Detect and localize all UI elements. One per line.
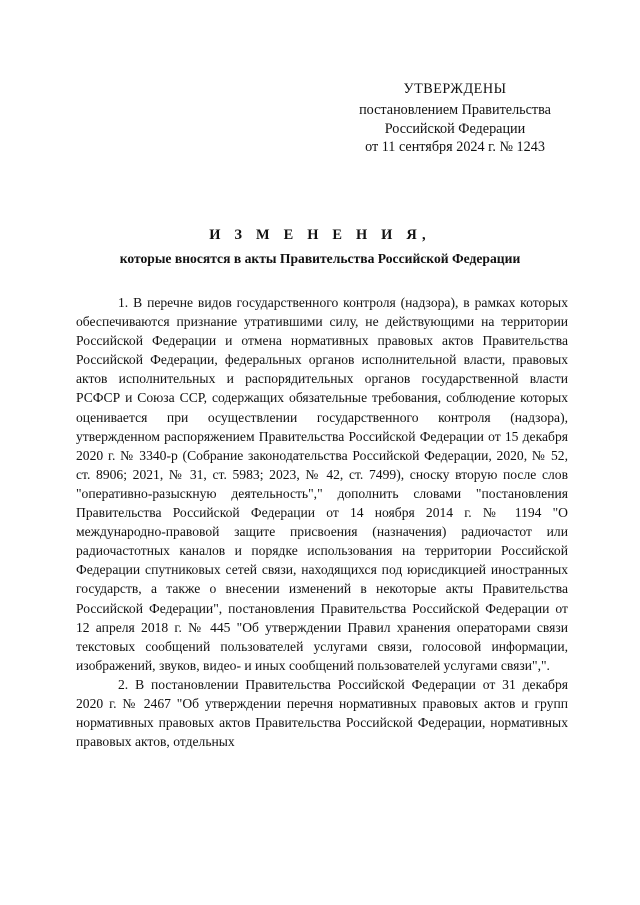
approval-line-2: Российской Федерации (384, 120, 526, 137)
document-subtitle: которые вносятся в акты Правительства Российской Федерации (119, 251, 521, 266)
approval-stamp (340, 80, 570, 157)
approval-line-3: от 11 сентября 2024 г. № 1243 (365, 139, 545, 156)
paragraph-1: 1. В перечне видов государственного контроля (надзора), в рамках которых обеспечиваются признание утратившими силу, не действующими на территории Российской Федерации и отмена нормативных правовых актов Правительства Российской Федерации, федеральных органов исполнительной власти, правовых актов исполнительных и распорядительных органов государственной власти РСФСР и Союза ССР, содержащих обязательные требования, соблюдение которых оценивается при осуществлении государственного контроля (надзора), утвержденном распоряжением Правительства Российской Федерации от 15 декабря 2020 г. № 3340-р (Собрание законодательства Российской Федерации, 2020, № 52, ст. 8906; 2021, № 31, ст. 5983; 2023, № 42, ст. 7499), сноску вторую после слов "оперативно-разыскную деятельность"," дополнить словами "постановления Правительства Российской Федерации от 14 ноября 2014 г. № 1194 "О международно-правовой защите присвоения (назначения) радиочастот или радиочастотных каналов и порядке использования на территории Российской Федерации спутниковых сетей связи, находящихся под юрисдикцией иностранных государств, а также о внесении изменений в некоторые акты Правительства Российской Федерации", постановления Правительства Российской Федерации от 12 апреля 2018 г. № 445 "Об утверждении Правил хранения операторами связи текстовых сообщений пользователей услугами связи, голосовой информации, изображений, звуков, видео- и иных сообщений пользователей услугами связи",". (76, 295, 568, 673)
document-body (76, 293, 568, 751)
approval-word: УТВЕРЖДЕНЫ (403, 81, 507, 97)
paragraph-2: 2. В постановлении Правительства Российской Федерации от 31 декабря 2020 г. № 2467 "Об утверждении перечня нормативных правовых актов и групп нормативных правовых актов Правительства Российской Федерации, нормативных правовых актов, отдельных (76, 676, 568, 750)
document-title: И З М Е Н Е Н И Я, (209, 227, 431, 243)
approval-line-1: постановлением Правительства (359, 101, 551, 118)
